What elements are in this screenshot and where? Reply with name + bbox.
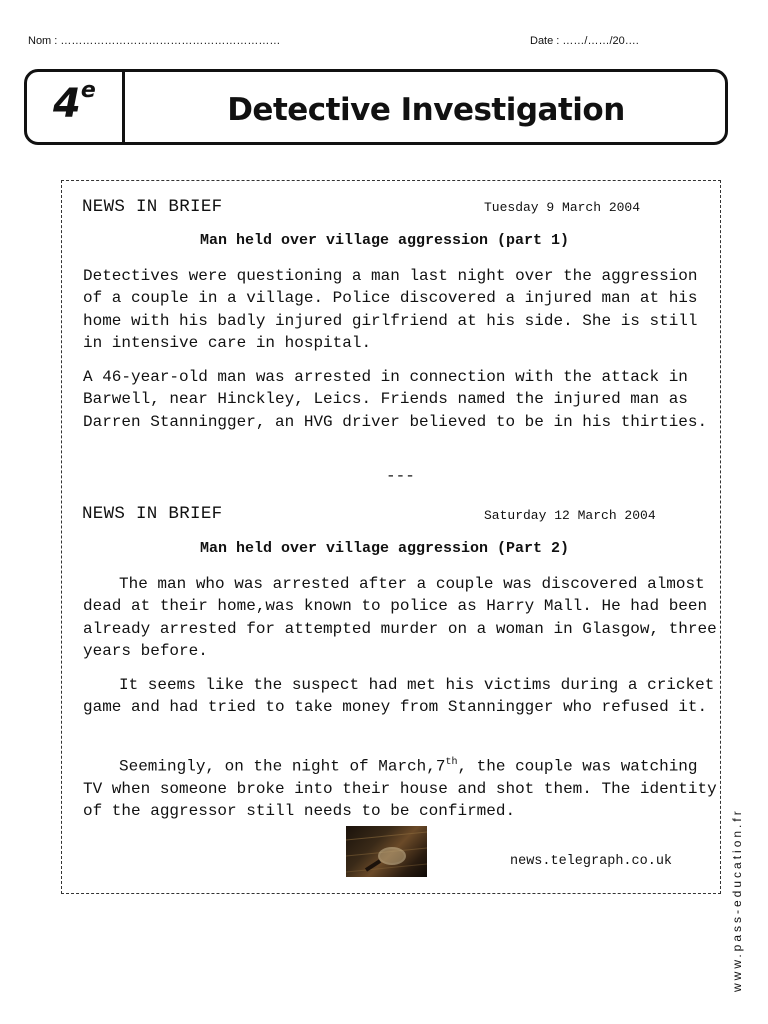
source-credit: news.telegraph.co.uk	[510, 854, 673, 869]
headline-1: Man held over village aggression (part 1)	[199, 232, 570, 249]
article-date-2: Saturday 12 March 2004	[484, 508, 656, 523]
section-label-1: NEWS IN BRIEF	[82, 197, 223, 217]
grade-level: 4e	[53, 77, 96, 127]
paragraph-1-2: A 46-year-old man was arrested in connection with the attack in Barwell, near Hinckley, Leics. Friends named the injured man as Darren Stanningger, an HVG driver believed to be in his thirties.	[83, 368, 708, 431]
paragraph-2-1: The man who was arrested after a couple was discovered almost dead at their home,was known to police as Harry Mall. He had been already arrested for attempted murder on a woman in Glasgow, three years before.	[83, 575, 717, 660]
level-cell	[27, 72, 125, 142]
section-label-2: NEWS IN BRIEF	[82, 504, 223, 524]
name-field: Nom : ……………………………………………………	[28, 35, 281, 47]
page-title: Detective Investigation	[227, 92, 625, 128]
article-date-1: Tuesday 9 March 2004	[484, 200, 641, 215]
paragraph-1-1: Detectives were questioning a man last night over the aggression of a couple in a village. Police discovered a injured man at his home with his badly injured girlfriend at his side. She is still in intensive care in hospital.	[83, 267, 698, 352]
paragraph-2-2: It seems like the suspect had met his victims during a cricket game and had tried to take money from Stanningger who refused it.	[83, 676, 715, 717]
magnifying-glass-icon	[346, 826, 427, 877]
date-field: Date : ……/……/20….	[530, 35, 639, 47]
website-watermark: www.pass-education.fr	[730, 808, 744, 992]
paragraph-2-3: Seemingly, on the night of March,7th, the couple was watching TV when someone broke into their house and shot them. The identity of the aggressor still needs to be confirmed.	[83, 757, 717, 820]
headline-2: Man held over village aggression (Part 2)	[199, 540, 570, 557]
header-box	[24, 69, 728, 145]
separator: ---	[386, 467, 415, 485]
